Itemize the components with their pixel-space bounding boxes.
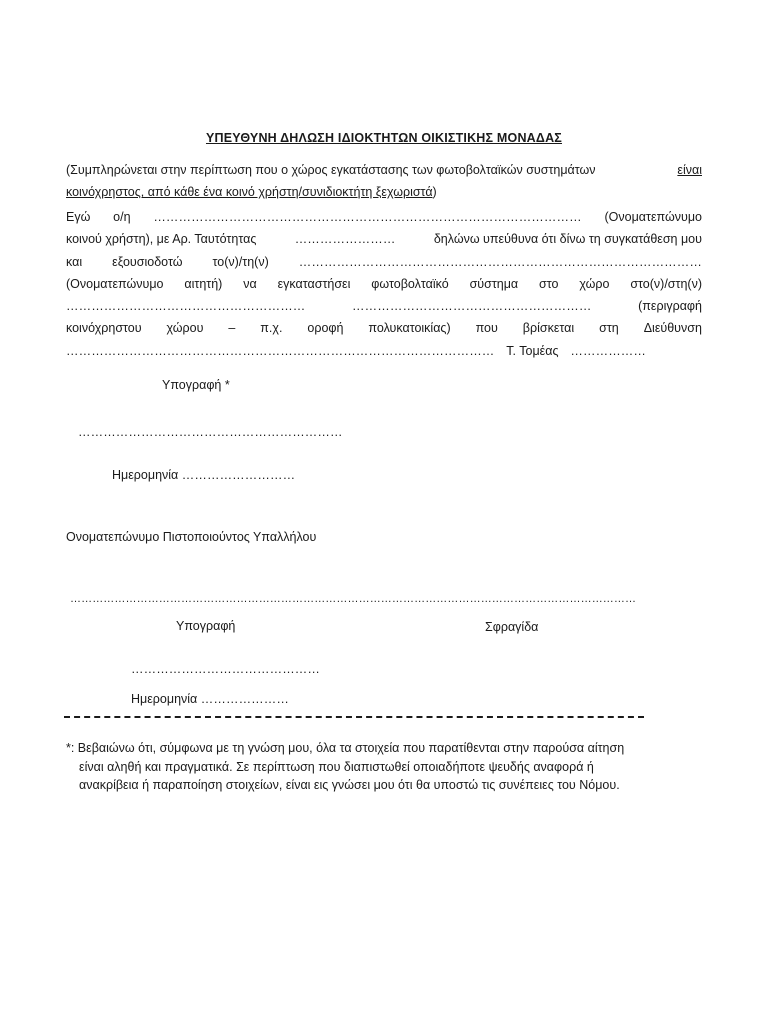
declaration-paragraph xyxy=(66,206,702,362)
sector-fill-field[interactable]: ……………… xyxy=(570,343,646,358)
note-text-underlined: κοινόχρηστος, από κάθε ένα κοινό χρήστη/συνιδιοκτήτη ξεχωριστά xyxy=(66,185,433,200)
text: π.χ. xyxy=(260,321,283,336)
text: σύστημα xyxy=(469,276,519,291)
applicant-name-fill-field[interactable]: …………………………………………………………………………………… xyxy=(298,254,702,269)
text: στο(ν)/στη(ν) xyxy=(630,276,702,291)
text: να xyxy=(243,276,257,291)
text: που xyxy=(475,321,498,336)
official-date-row xyxy=(131,692,289,706)
declaration-line-2 xyxy=(66,228,702,250)
text: στη xyxy=(599,321,619,336)
common-area-fill-field[interactable]: ………………………………………………… xyxy=(352,299,592,314)
text: Διεύθυνση xyxy=(643,321,702,336)
text: Τ. Τομέας xyxy=(506,343,559,358)
footnote-text: *: Βεβαιώνω ότι, σύμφωνα με τη γνώση μου, όλα τα στοιχεία που παρατίθενται στην παρούσα αίτηση xyxy=(66,741,625,755)
note-line-2 xyxy=(66,181,702,203)
note-text-underlined: είναι xyxy=(677,163,702,177)
text: χώρου xyxy=(166,321,204,336)
text: ο/η xyxy=(113,210,131,224)
text: – xyxy=(228,321,236,336)
text: κοινού χρήστη), με Αρ. Ταυτότητας xyxy=(66,232,257,247)
address-fill-field[interactable]: ………………………………………………………………………………………… xyxy=(66,343,495,358)
text: πολυκατοικίας) xyxy=(368,321,451,336)
date-fill-field[interactable]: ……………………… xyxy=(181,468,296,482)
footnote-line-3 xyxy=(66,776,715,795)
text: φωτοβολταϊκό xyxy=(371,276,449,291)
footnote xyxy=(66,739,702,795)
footnote-line-2 xyxy=(66,758,715,777)
official-date-label: Ημερομηνία xyxy=(131,692,198,706)
official-signature-line[interactable]: ……………………………………… xyxy=(131,662,320,676)
stamp-label: Σφραγίδα xyxy=(485,620,539,634)
date-row xyxy=(112,468,295,482)
name-fill-field[interactable]: ………………………………………………………………………………………… xyxy=(153,210,582,224)
note-line-1 xyxy=(66,159,702,181)
id-number-fill-field[interactable]: …………………… xyxy=(294,232,396,247)
note-text: (Συμπληρώνεται στην περίπτωση που ο χώρος εγκατάστασης των φωτοβολταϊκών συστημάτων xyxy=(66,163,596,177)
official-name-line[interactable]: ……………………………………………………………………………………………………………………………………… xyxy=(70,593,637,605)
signature-line[interactable]: ……………………………………………………… xyxy=(78,425,343,439)
declaration-line-4 xyxy=(66,273,702,295)
declaration-line-3 xyxy=(66,251,702,273)
text: αιτητή) xyxy=(184,276,223,291)
text: (Ονοματεπώνυμο xyxy=(604,210,702,224)
declaration-line-5 xyxy=(66,295,702,317)
text: (περιγραφή xyxy=(638,299,702,314)
text: δηλώνω υπεύθυνα ότι δίνω τη συγκατάθεση μου xyxy=(433,232,702,247)
text: Εγώ xyxy=(66,210,91,224)
declaration-line-1 xyxy=(66,206,702,228)
text: στο xyxy=(539,276,559,291)
text: το(ν)/τη(ν) xyxy=(212,254,269,269)
official-signature-label: Υπογραφή xyxy=(176,619,236,633)
official-date-fill-field[interactable]: ………………… xyxy=(200,692,289,706)
text: εξουσιοδοτώ xyxy=(112,254,183,269)
text: (Ονοματεπώνυμο xyxy=(66,276,164,291)
location-fill-field[interactable]: ………………………………………………… xyxy=(66,299,306,314)
official-name-label: Ονοματεπώνυμο Πιστοποιούντος Υπαλλήλου xyxy=(66,530,317,544)
text: χώρο xyxy=(579,276,610,291)
declaration-line-6 xyxy=(66,317,702,339)
declaration-line-7 xyxy=(66,340,646,362)
document-title: ΥΠΕΥΘΥΝΗ ΔΗΛΩΣΗ ΙΔΙΟΚΤΗΤΩΝ ΟΙΚΙΣΤΙΚΗΣ ΜΟΝΑΔΑΣ xyxy=(205,131,563,145)
instruction-note xyxy=(66,159,702,204)
text: και xyxy=(66,254,83,269)
dashed-divider xyxy=(64,716,644,718)
footnote-line-1 xyxy=(66,739,702,758)
text: οροφή xyxy=(307,321,344,336)
date-label: Ημερομηνία xyxy=(112,468,179,482)
signature-label: Υπογραφή * xyxy=(162,378,230,392)
text: κοινόχρηστου xyxy=(66,321,142,336)
note-text: ) xyxy=(432,185,437,200)
text: βρίσκεται xyxy=(522,321,575,336)
footnote-text: είναι αληθή και πραγματικά. Σε περίπτωση που διαπιστωθεί οποιαδήποτε ψευδής αναφορά ή xyxy=(79,759,594,774)
footnote-text: ανακρίβεια ή παραποίηση στοιχείων, είναι εις γνώσει μου ότι θα υποστώ τις συνέπειες του Νόμου. xyxy=(79,778,620,792)
text: εγκαταστήσει xyxy=(277,276,351,291)
